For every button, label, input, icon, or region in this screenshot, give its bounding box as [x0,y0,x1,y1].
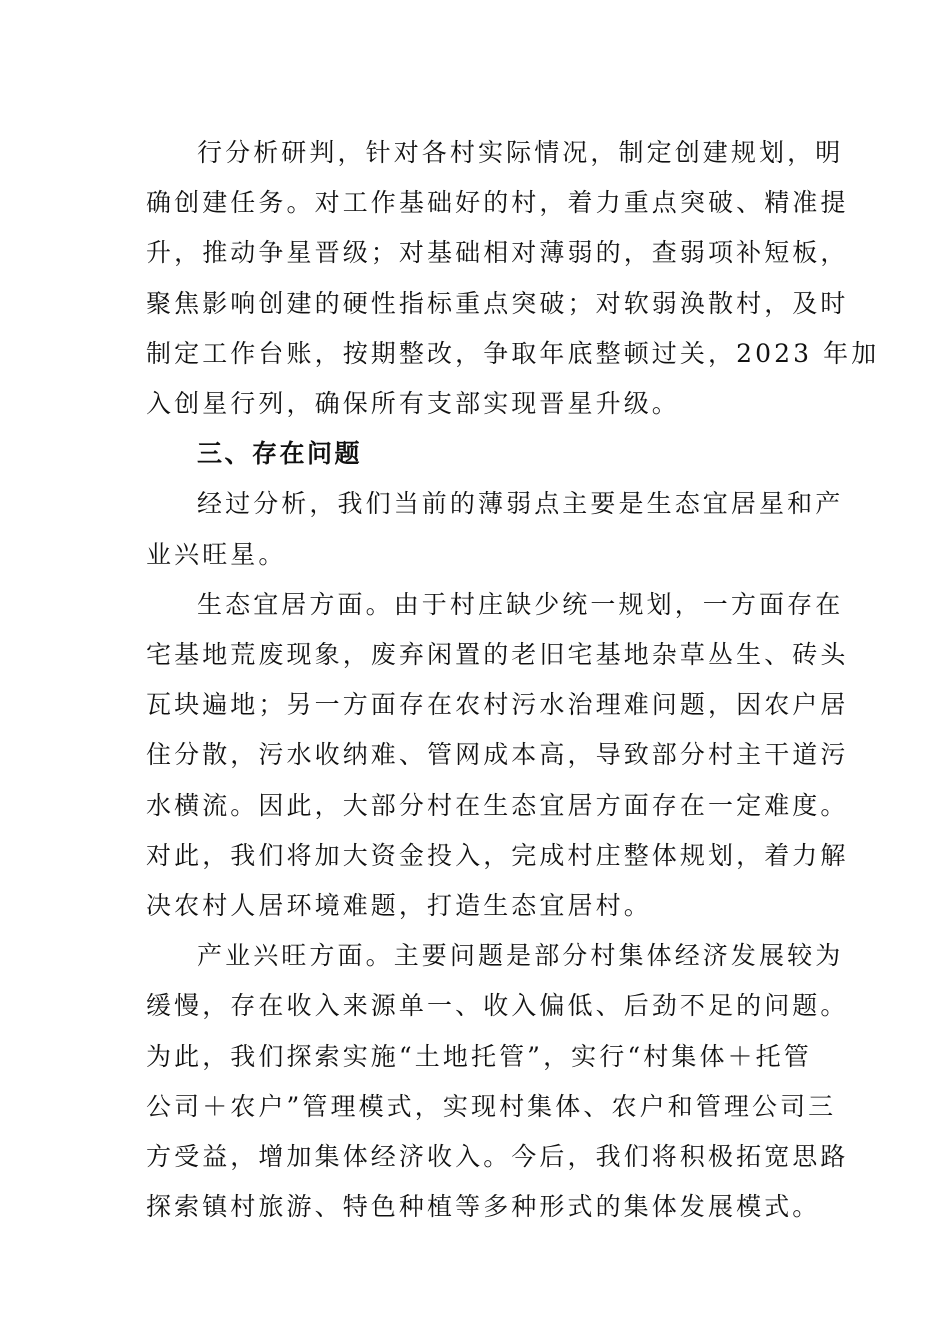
text-line: 水横流。因此，大部分村在生态宜居方面存在一定难度。 [146,790,849,820]
paragraph-summary [146,479,844,579]
text-line: 公司＋农户”管理模式，实现村集体、农户和管理公司三 [146,1091,837,1121]
text-line: 决农村人居环境难题，打造生态宜居村。 [146,891,652,921]
text-line: 宅基地荒废现象，废弃闲置的老旧宅基地杂草丛生、砖头 [146,640,849,670]
text-line: 行分析研判，针对各村实际情况，制定创建规划，明 [197,138,844,167]
text-line: 缓慢，存在收入来源单一、收入偏低、后劲不足的问题。 [146,991,849,1021]
text-line: 经过分析，我们当前的薄弱点主要是生态宜居星和产 [197,489,844,519]
text-line: 聚焦影响创建的硬性指标重点突破；对软弱涣散村，及时 [146,288,849,318]
text-line: 产业兴旺方面。主要问题是部分村集体经济发展较为 [197,941,844,971]
text-line: 瓦块遍地；另一方面存在农村污水治理难问题，因农户居 [146,690,849,720]
text-line: 业兴旺星。 [146,539,287,569]
text-line: 入创星行列，确保所有支部实现晋星升级。 [146,389,680,419]
text-line: 对此，我们将加大资金投入，完成村庄整体规划，着力解 [146,840,849,870]
text-line: 生态宜居方面。由于村庄缺少统一规划，一方面存在 [197,589,844,619]
paragraph-ecological-livability [146,580,849,931]
text-line: 制定工作台账，按期整改，争取年底整顿过关，2023 年加 [146,338,880,368]
text-line: 探索镇村旅游、特色种植等多种形式的集体发展模式。 [146,1192,821,1222]
text-line: 为此，我们探索实施“土地托管”，实行“村集体＋托管 [146,1041,812,1071]
paragraph-continuation [146,128,880,429]
text-line: 升，推动争星晋级；对基础相对薄弱的，查弱项补短板， [146,238,849,268]
paragraph-industry-prosperity [146,931,849,1232]
section-heading: 三、存在问题 [197,439,363,469]
document-body [146,128,880,1232]
text-line: 住分散，污水收纳难、管网成本高，导致部分村主干道污 [146,740,849,770]
text-line: 方受益，增加集体经济收入。今后，我们将积极拓宽思路 [146,1142,849,1172]
text-line: 确创建任务。对工作基础好的村，着力重点突破、精准提 [146,188,849,218]
